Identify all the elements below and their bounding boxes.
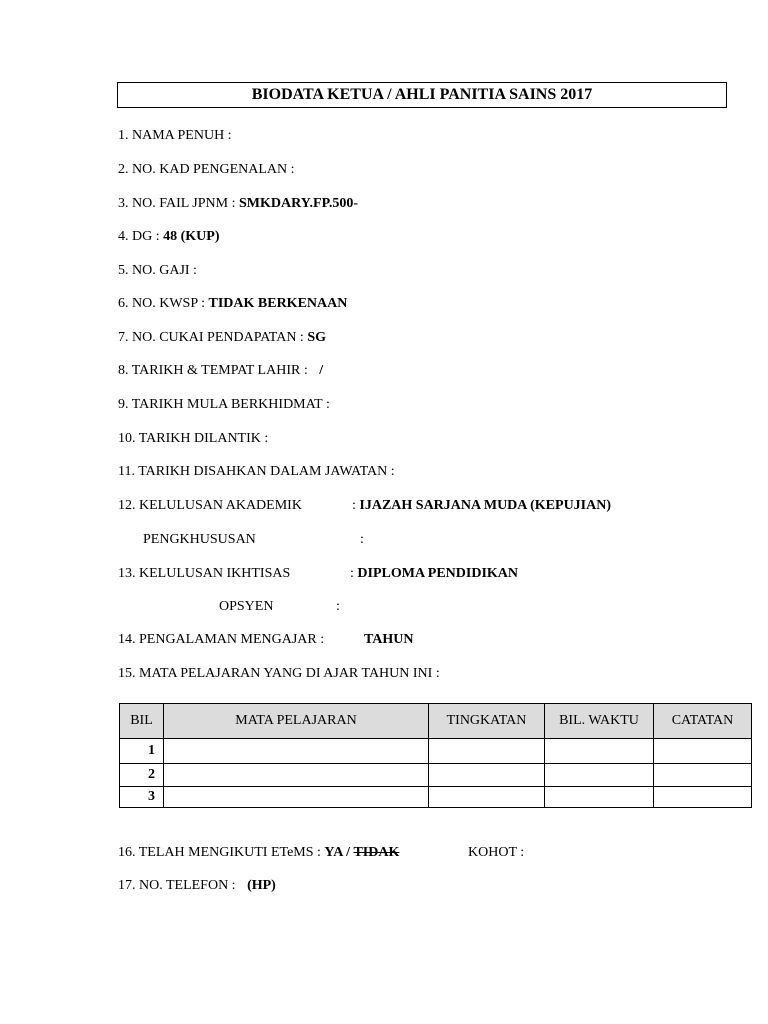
field-label: OPSYEN: [219, 599, 274, 614]
field-etems: [118, 845, 399, 861]
header-bil-waktu: BIL. WAKTU: [545, 704, 654, 739]
field-no-telefon: [118, 878, 276, 894]
field-nama-penuh: [118, 128, 232, 144]
field-opsyen: [219, 599, 273, 615]
subjects-table: [119, 703, 752, 808]
field-colon: :: [352, 498, 356, 513]
field-tarikh-mula: [118, 397, 330, 413]
field-label: 6. NO. KWSP :: [118, 296, 205, 311]
field-pengkhususan-colon: :: [360, 532, 364, 547]
field-label: 15. MATA PELAJARAN YANG DI AJAR TAHUN INI :: [118, 666, 440, 681]
cell-catatan[interactable]: [654, 764, 752, 787]
field-value: DIPLOMA PENDIDIKAN: [357, 566, 519, 581]
field-value: IJAZAH SARJANA MUDA (KEPUJIAN): [359, 498, 612, 513]
field-tarikh-dilantik: [118, 431, 268, 447]
field-label: 11. TARIKH DISAHKAN DALAM JAWATAN :: [118, 464, 395, 479]
field-pengalaman-value: [364, 632, 414, 648]
header-bil: BIL: [120, 704, 164, 739]
option-ya: YA /: [324, 845, 350, 860]
field-kelulusan-akademik-value: [352, 498, 611, 514]
field-label: 17. NO. TELEFON :: [118, 878, 236, 893]
option-tidak: TIDAK: [353, 845, 400, 860]
field-label: 16. TELAH MENGIKUTI ETeMS :: [118, 845, 321, 860]
field-label: 2. NO. KAD PENGENALAN :: [118, 162, 295, 177]
cell-bil-waktu[interactable]: [545, 764, 654, 787]
row-number: 3: [120, 787, 164, 808]
field-label: 1. NAMA PENUH :: [118, 128, 232, 143]
field-kohot: [468, 845, 524, 861]
cell-mata-pelajaran[interactable]: [164, 764, 429, 787]
field-label: 9. TARIKH MULA BERKHIDMAT :: [118, 397, 330, 412]
field-label: 10. TARIKH DILANTIK :: [118, 431, 269, 446]
field-label: 13. KELULUSAN IKHTISAS: [118, 566, 291, 581]
field-value: SG: [307, 330, 327, 345]
field-value: SMKDARY.FP.500-: [238, 196, 359, 211]
field-colon: :: [350, 566, 354, 581]
cell-tingkatan[interactable]: [429, 764, 545, 787]
field-label: 4. DG :: [118, 229, 160, 244]
field-kelulusan-ikhtisas: [118, 566, 290, 582]
header-tingkatan: TINGKATAN: [429, 704, 545, 739]
table-row: [120, 764, 752, 787]
cell-bil-waktu[interactable]: [545, 787, 654, 808]
field-value: TAHUN: [364, 632, 414, 647]
field-pengalaman-mengajar: [118, 632, 324, 648]
cell-tingkatan[interactable]: [429, 787, 545, 808]
field-pengkhususan: [143, 532, 256, 548]
field-label: KOHOT :: [468, 845, 525, 860]
field-opsyen-colon: :: [336, 599, 340, 614]
row-number: 1: [120, 739, 164, 764]
field-fail-jpnm: [118, 196, 358, 212]
field-kelulusan-ikhtisas-value: [350, 566, 518, 582]
field-value: TIDAK BERKENAAN: [208, 296, 348, 311]
field-tarikh-disahkan: [118, 464, 395, 480]
row-number: 2: [120, 764, 164, 787]
field-label: 12. KELULUSAN AKADEMIK: [118, 498, 302, 513]
cell-mata-pelajaran[interactable]: [164, 787, 429, 808]
table-header-row: [120, 704, 752, 739]
table-row: [120, 739, 752, 764]
field-mata-pelajaran: [118, 666, 440, 682]
header-mata-pelajaran: MATA PELAJARAN: [164, 704, 429, 739]
cell-mata-pelajaran[interactable]: [164, 739, 429, 764]
cell-catatan[interactable]: [654, 739, 752, 764]
table-row: [120, 787, 752, 808]
field-label: PENGKHUSUSAN: [143, 532, 256, 547]
field-value: (HP): [247, 878, 276, 893]
field-kad-pengenalan: [118, 162, 295, 178]
cell-bil-waktu[interactable]: [545, 739, 654, 764]
cell-tingkatan[interactable]: [429, 739, 545, 764]
field-label: 5. NO. GAJI :: [118, 263, 197, 278]
field-value: /: [319, 363, 324, 378]
field-no-gaji: [118, 263, 197, 279]
field-label: 7. NO. CUKAI PENDAPATAN :: [118, 330, 304, 345]
field-dg: [118, 229, 220, 245]
form-title: BIODATA KETUA / AHLI PANITIA SAINS 2017: [117, 82, 727, 108]
field-kelulusan-akademik: [118, 498, 302, 514]
field-kwsp: [118, 296, 347, 312]
field-cukai-pendapatan: [118, 330, 326, 346]
field-tarikh-tempat-lahir: [118, 363, 323, 379]
field-value: 48 (KUP): [163, 229, 220, 244]
field-label: 3. NO. FAIL JPNM :: [118, 196, 236, 211]
cell-catatan[interactable]: [654, 787, 752, 808]
field-label: 14. PENGALAMAN MENGAJAR :: [118, 632, 325, 647]
header-catatan: CATATAN: [654, 704, 752, 739]
field-label: 8. TARIKH & TEMPAT LAHIR :: [118, 363, 308, 378]
